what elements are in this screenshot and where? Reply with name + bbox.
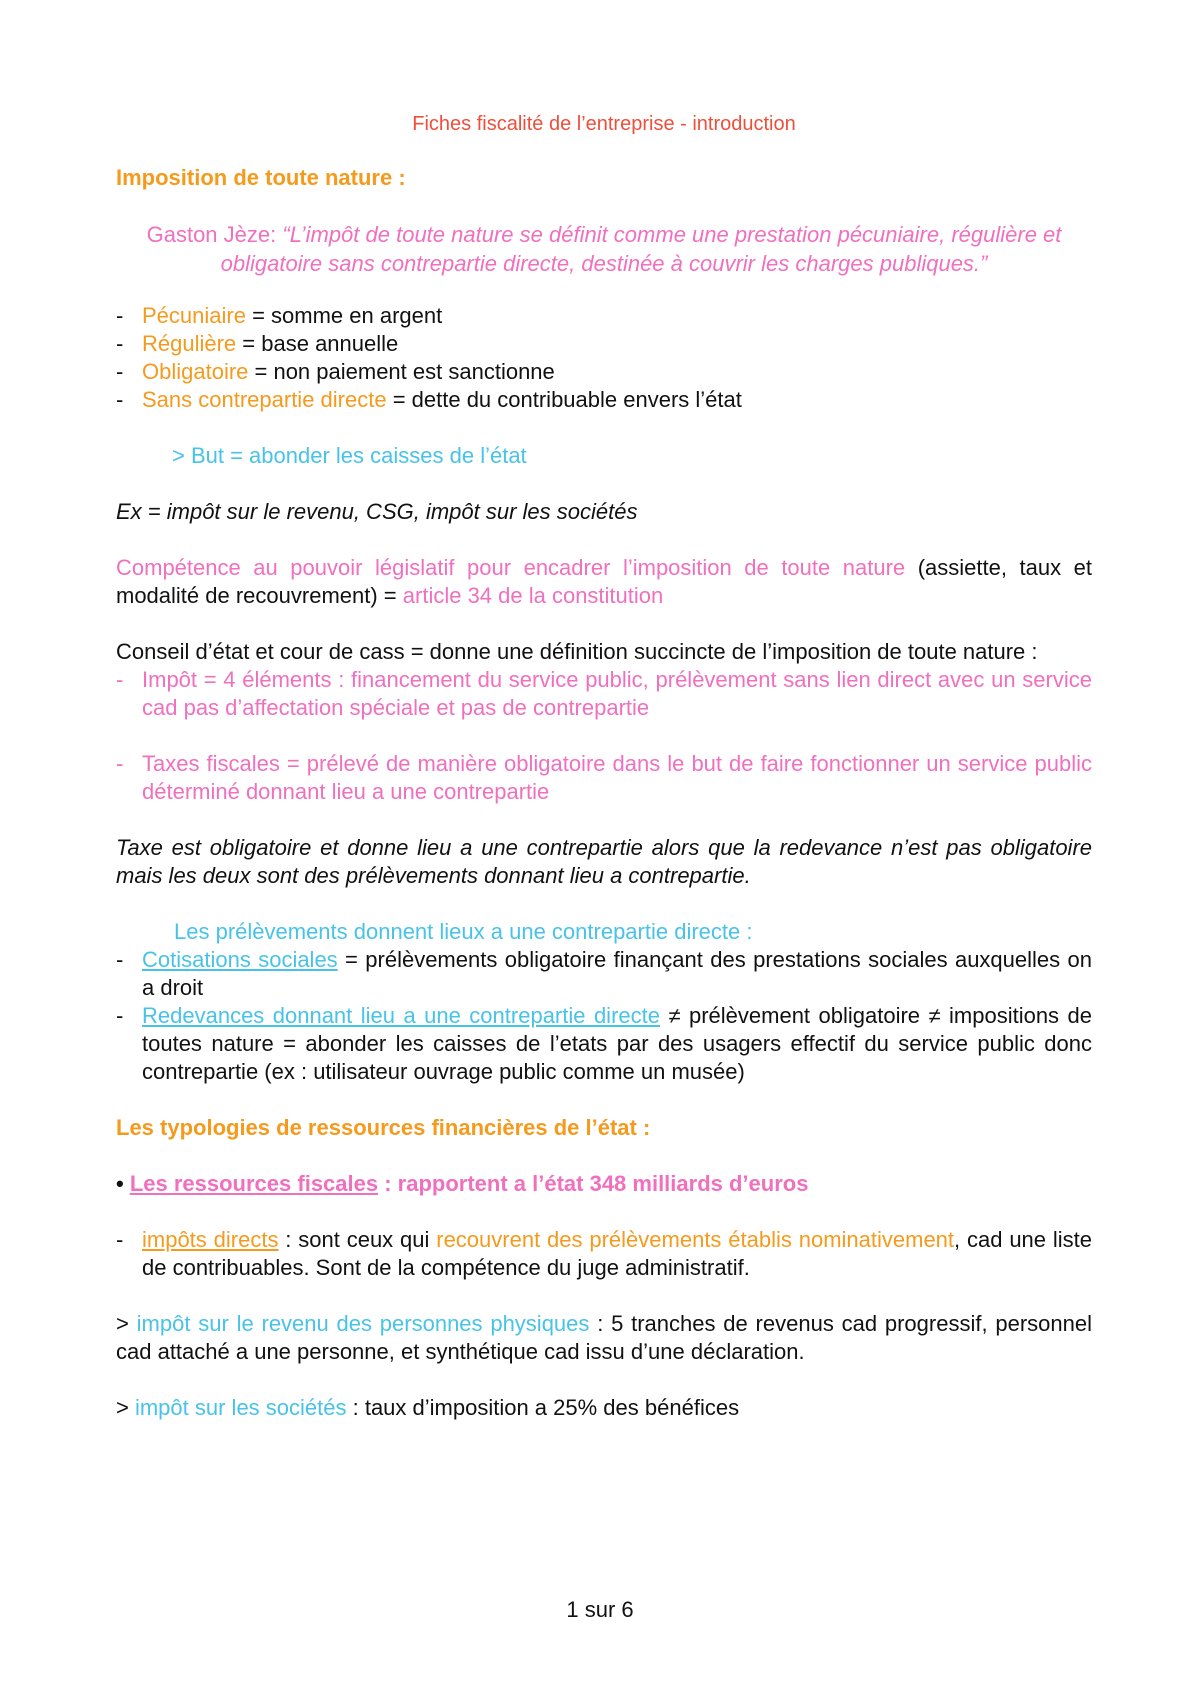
- redevances-def: ≠ prélèvement obligatoire ≠ impositions de toutes nature = abonder les caisses de l’etats par des usagers effectif du service public donc contrepartie (ex : utilisateur ouvrage public comme un musée): [142, 1003, 1092, 1084]
- article-34: article 34 de la constitution: [402, 583, 664, 608]
- is-paragraph: [116, 1394, 1092, 1422]
- is-term: impôt sur les sociétés: [134, 1395, 347, 1420]
- conseil-item-taxes: Taxes fiscales = prélevé de manière obligatoire dans le but de faire fonctionner un service public déterminé donnant lieu a une contrepartie: [142, 751, 1092, 804]
- list-item: - Sans contrepartie directe = dette du contribuable envers l’état: [116, 387, 742, 412]
- impots-directs-list: [116, 1226, 1092, 1282]
- document-title: Fiches fiscalité de l’entreprise - introduction: [412, 113, 796, 135]
- criterion-term: Régulière: [142, 331, 237, 356]
- impots-directs-highlight: recouvrent des prélèvements établis nominativement: [436, 1227, 955, 1252]
- page-number: 1 sur 6: [566, 1597, 634, 1622]
- irpp-term: impôt sur le revenu des personnes physiques: [136, 1311, 590, 1336]
- but-line: > But = abonder les caisses de l’état: [172, 443, 527, 468]
- criteria-list: [116, 302, 1092, 414]
- list-item: - Cotisations sociales = prélèvements obligatoire finançant des prestations sociales auxquelles on a droit: [116, 947, 1092, 1000]
- cotisations-link[interactable]: Cotisations sociales: [142, 947, 338, 972]
- criterion-def: = non paiement est sanctionne: [248, 359, 555, 384]
- conseil-item-impot: Impôt = 4 éléments : financement du service public, prélèvement sans lien direct avec un service cad pas d’affectation spéciale et pas de contrepartie: [142, 667, 1092, 720]
- list-item: - Régulière = base annuelle: [116, 331, 399, 356]
- document-page: [116, 110, 1092, 1422]
- ressources-fiscales-term: Les ressources fiscales: [129, 1171, 379, 1196]
- quote-author: Gaston Jèze:: [146, 222, 277, 247]
- criterion-term: Obligatoire: [142, 359, 249, 384]
- conseil-paragraph: Conseil d’état et cour de cass = donne une définition succincte de l’imposition de toute nature :: [116, 639, 1038, 664]
- is-rest: : taux d’imposition a 25% des bénéfices: [346, 1395, 740, 1420]
- competence-paragraph: [116, 554, 1092, 610]
- criterion-def: = dette du contribuable envers l’état: [386, 387, 742, 412]
- list-item: - Pécuniaire = somme en argent: [116, 303, 443, 328]
- list-item: - Impôt = 4 éléments : financement du service public, prélèvement sans lien direct avec un service cad pas d’affectation spéciale et pas de contrepartie: [116, 667, 1092, 720]
- irpp-rest: : 5 tranches de revenus cad progressif, personnel cad attaché a une personne, et synthétique cad issu d’une déclaration.: [116, 1311, 1092, 1364]
- impots-directs-mid: : sont ceux qui: [278, 1227, 437, 1252]
- competence-detail: (assiette, taux et modalité de recouvrement) =: [116, 555, 1092, 608]
- list-item: - Taxes fiscales = prélevé de manière obligatoire dans le but de faire fonctionner un service public déterminé donnant lieu a une contrepartie: [116, 751, 1092, 804]
- competence-text: Compétence au pouvoir législatif pour encadrer l’imposition de toute nature: [116, 555, 906, 580]
- impots-directs-term: impôts directs: [142, 1227, 279, 1252]
- redevances-link[interactable]: Redevances donnant lieu a une contrepartie directe: [142, 1003, 660, 1028]
- bullet: •: [116, 1171, 124, 1196]
- conseil-list: [116, 666, 1092, 806]
- impots-directs-rest: , cad une liste de contribuables. Sont de la compétence du juge administratif.: [142, 1227, 1092, 1280]
- heading-imposition: Imposition de toute nature :: [116, 165, 406, 190]
- prelevements-heading: Les prélèvements donnent lieux a une contrepartie directe :: [174, 919, 753, 944]
- criterion-def: = base annuelle: [236, 331, 399, 356]
- taxe-note: Taxe est obligatoire et donne lieu a une contrepartie alors que la redevance n’est pas obligatoire mais les deux sont des prélèvements donnant lieu a contrepartie.: [116, 835, 1092, 888]
- list-item: - impôts directs : sont ceux qui recouvrent des prélèvements établis nominativement, cad une liste de contribuables. Sont de la compétence du juge administratif.: [116, 1227, 1092, 1280]
- quote-text: “L’impôt de toute nature se définit comme une prestation pécuniaire, régulière et obligatoire sans contrepartie directe, destinée à couvrir les charges publiques.”: [220, 222, 1062, 276]
- criterion-def: = somme en argent: [245, 303, 443, 328]
- irpp-paragraph: [116, 1310, 1092, 1366]
- heading-typologies: Les typologies de ressources financières de l’état :: [116, 1115, 651, 1140]
- jeze-quote: [116, 220, 1092, 278]
- criterion-term: Sans contrepartie directe: [142, 387, 387, 412]
- criterion-term: Pécuniaire: [142, 303, 246, 328]
- list-item: - Obligatoire = non paiement est sanctionne: [116, 359, 555, 384]
- irpp-prefix: >: [116, 1311, 137, 1336]
- is-prefix: >: [116, 1395, 135, 1420]
- ressources-fiscales-line: [116, 1170, 1092, 1198]
- cotisations-def: = prélèvements obligatoire finançant des prestations sociales auxquelles on a droit: [142, 947, 1092, 1000]
- prelevements-list: [116, 946, 1092, 1086]
- ressources-fiscales-amount: : rapportent a l’état 348 milliards d’euros: [378, 1171, 809, 1196]
- list-item: - Redevances donnant lieu a une contrepartie directe ≠ prélèvement obligatoire ≠ impositions de toutes nature = abonder les caisses de l’etats par des usagers effectif du service public donc contrepartie (ex : utilisateur ouvrage public comme un musée): [116, 1003, 1092, 1084]
- example-line: Ex = impôt sur le revenu, CSG, impôt sur les sociétés: [116, 499, 638, 524]
